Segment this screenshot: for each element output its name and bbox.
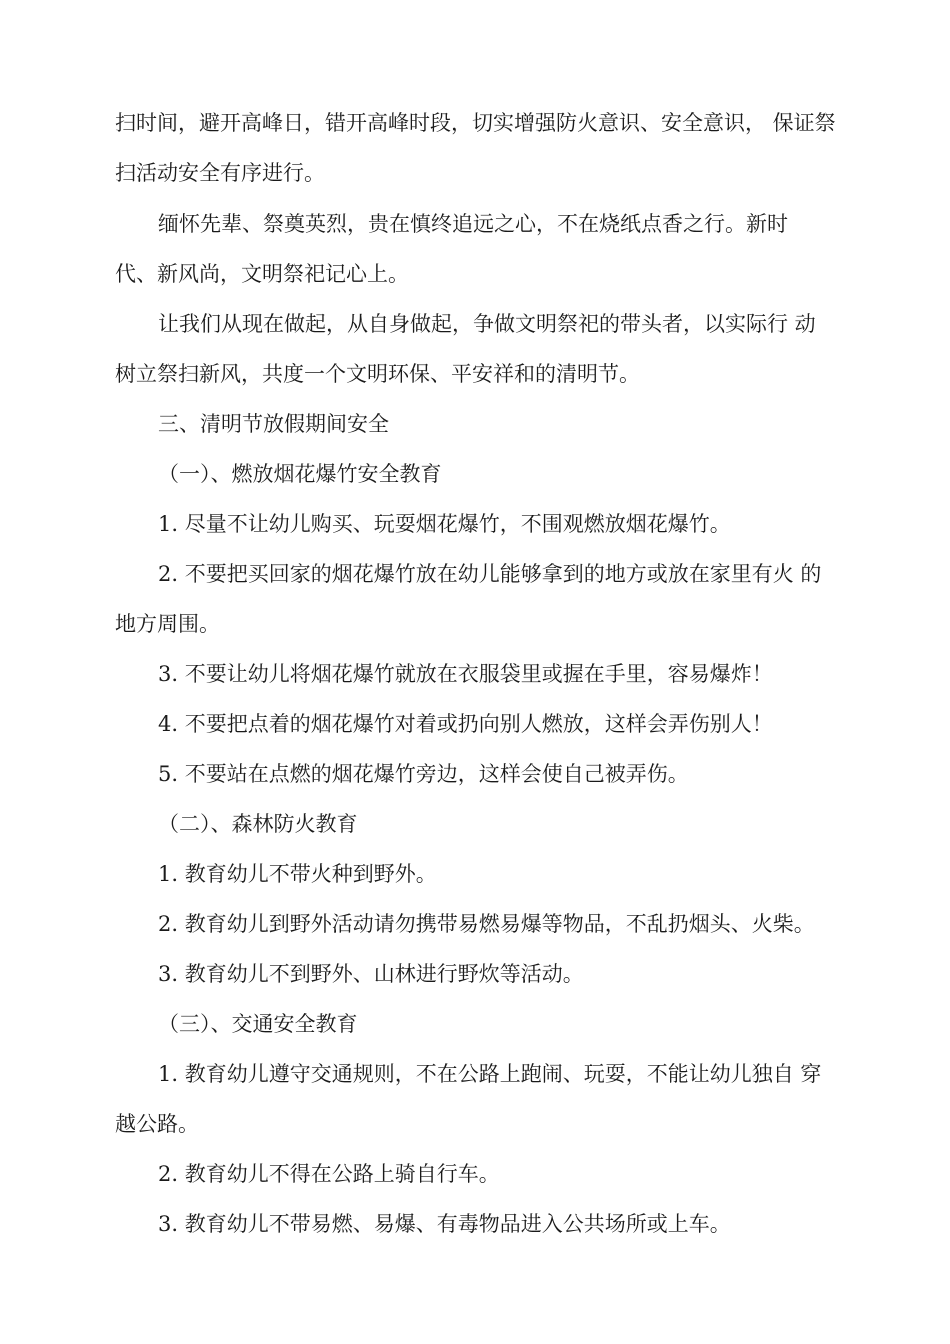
list-item-text: 地方周围。	[115, 612, 220, 636]
list-item	[158, 711, 773, 737]
list-item-text: 4. 不要把点着的烟花爆竹对着或扔向别人燃放，这样会弄伤别人！	[158, 712, 773, 736]
paragraph-line	[115, 361, 640, 387]
list-item	[158, 761, 689, 787]
list-item	[158, 661, 773, 687]
list-item-text: 2. 不要把买回家的烟花爆竹放在幼儿能够拿到的地方或放在家里有火 的	[158, 562, 822, 586]
heading-text: （三）、交通安全教育	[158, 1012, 358, 1036]
list-item	[158, 961, 584, 987]
list-item	[158, 511, 731, 537]
heading-text: （二）、森林防火教育	[158, 812, 358, 836]
paragraph-line	[158, 211, 788, 237]
list-item-continuation	[115, 611, 220, 637]
list-item-text: 2. 教育幼儿不得在公路上骑自行车。	[158, 1162, 500, 1186]
section-heading	[158, 411, 389, 437]
paragraph-text: 扫活动安全有序进行。	[115, 161, 325, 185]
paragraph-text: 让我们从现在做起，从自身做起，争做文明祭祀的带头者，以实际行 动	[158, 312, 816, 336]
heading-text: 三、清明节放假期间安全	[158, 412, 389, 436]
list-item-text: 3. 不要让幼儿将烟花爆竹就放在衣服袋里或握在手里，容易爆炸！	[158, 662, 773, 686]
list-item-text: 3. 教育幼儿不到野外、山林进行野炊等活动。	[158, 962, 584, 986]
list-item-text: 3. 教育幼儿不带易燃、易爆、有毒物品进入公共场所或上车。	[158, 1212, 731, 1236]
paragraph-line	[115, 261, 409, 287]
paragraph-line	[115, 110, 850, 136]
paragraph-text: 代、新风尚，文明祭祀记心上。	[115, 262, 409, 286]
paragraph-line	[115, 160, 325, 186]
paragraph-line	[158, 311, 816, 337]
list-item-text: 越公路。	[115, 1112, 199, 1136]
subsection-heading	[158, 811, 358, 837]
subsection-heading	[158, 461, 442, 487]
list-item-text: 1. 教育幼儿不带火种到野外。	[158, 862, 437, 886]
list-item	[158, 911, 815, 937]
list-item-text: 1. 教育幼儿遵守交通规则，不在公路上跑闹、玩耍，不能让幼儿独自 穿	[158, 1062, 822, 1086]
list-item-text: 5. 不要站在点燃的烟花爆竹旁边，这样会使自己被弄伤。	[158, 762, 689, 786]
list-item	[158, 561, 821, 587]
list-item	[158, 1161, 500, 1187]
list-item	[158, 1211, 731, 1237]
list-item	[158, 1061, 821, 1087]
list-item-text: 2. 教育幼儿到野外活动请勿携带易燃易爆等物品，不乱扔烟头、火柴。	[158, 912, 815, 936]
paragraph-text: 扫时间，避开高峰日，错开高峰时段，切实增强防火意识、安全意识， 保证祭	[115, 111, 836, 135]
list-item-continuation	[115, 1111, 199, 1137]
paragraph-text: 缅怀先辈、祭奠英烈，贵在慎终追远之心，不在烧纸点香之行。新时	[158, 212, 788, 236]
list-item	[158, 861, 437, 887]
heading-text: （一）、燃放烟花爆竹安全教育	[158, 462, 442, 486]
list-item-text: 1. 尽量不让幼儿购买、玩耍烟花爆竹，不围观燃放烟花爆竹。	[158, 512, 731, 536]
paragraph-text: 树立祭扫新风，共度一个文明环保、平安祥和的清明节。	[115, 362, 640, 386]
subsection-heading	[158, 1011, 358, 1037]
